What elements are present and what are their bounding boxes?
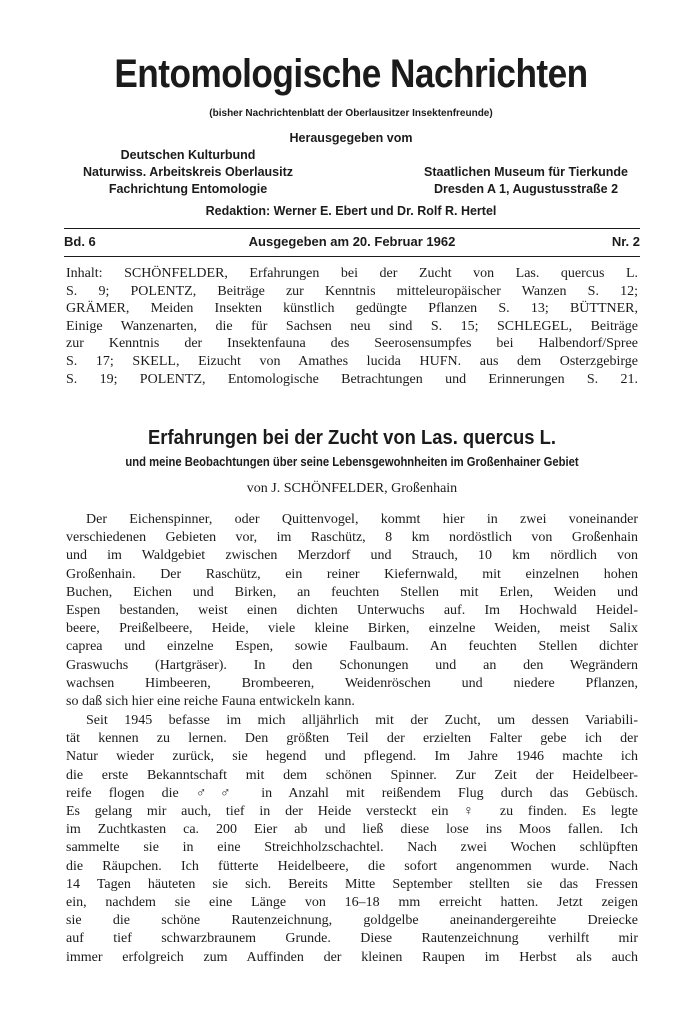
editors-line: Redaktion: Werner E. Ebert und Dr. Rolf R. Hertel <box>205 204 497 218</box>
article-paragraph-1 <box>66 511 638 711</box>
text-line: 14 Tagen häuteten sie sich. Bereits Mitte September stellten sie das Fressen <box>66 876 638 892</box>
text-line: Es gelang mir auch, tief in der Heide versteckt ein ♀ zu finden. Es legte <box>66 804 638 820</box>
text-line: immer erfolgreich zum Auffinden der kleinen Raupen im Herbst als auch <box>66 949 638 965</box>
text-line: auf tief schwarzbraunem Grunde. Diese Rautenzeichnung verhilft mir <box>66 931 638 947</box>
text-line: Natur wieder zurück, sie hegend und pflegend. Im Jahre 1946 machte ich <box>66 749 638 765</box>
text-line: Buchen, Eichen und Birken, an feuchten Stellen mit Erlen, Weiden und <box>66 584 638 600</box>
contents-line: Inhalt: SCHÖNFELDER, Erfahrungen bei der Zucht von Las. quercus L. <box>66 266 638 281</box>
contents-line: Einige Wanzenarten, die für Sachsen neu sind S. 15; SCHLEGEL, Beiträge <box>66 318 638 334</box>
contents-line: GRÄMER, Meiden Insekten künstlich gedüngte Pflanzen S. 13; BÜTTNER, <box>66 301 638 317</box>
publisher-heading: Herausgegeben vom <box>289 131 413 145</box>
text-line: und im Waldgebiet zwischen Merzdorf und Strauch, 10 km nördlich von <box>66 548 638 564</box>
table-of-contents <box>66 265 638 388</box>
text-line: so daß sich hier eine reiche Fauna entwickeln kann. <box>66 694 355 710</box>
text-line: Espen bestanden, weist einen dichten Unterwuchs auf. Im Hochwald Heidel- <box>66 603 638 619</box>
contents-line: zur Kenntnis der Insektenfauna des Seerosensumpfes bei Halbendorf/Spree <box>66 336 638 352</box>
contents-line: S. 17; SKELL, Eizucht von Amathes lucida HUFN. aus dem Osterzgebirge <box>66 353 638 369</box>
text-line: sie die schöne Rautenzeichnung, goldgelbe aneinandergereihte Dreiecke <box>66 913 638 929</box>
publisher-left-line: Deutschen Kulturbund <box>120 148 256 162</box>
text-line: ein, nachdem sie eine Länge von 16–18 mm erreicht hatten. Jetzt zeigen <box>66 895 638 911</box>
text-line: tät kennen zu lernen. Den größten Teil der erzielten Falter gebe ich der <box>66 731 638 747</box>
contents-line: S. 9; POLENTZ, Beiträge zur Kenntnis mitteleuropäischer Wanzen S. 12; <box>66 283 638 299</box>
publisher-right-line: Dresden A 1, Augustusstraße 2 <box>433 182 619 196</box>
issue-line <box>64 228 640 257</box>
issue-number: Nr. 2 <box>611 234 640 249</box>
text-line: verschiedenen Gebieten vor, im Raschütz, 8 km nordöstlich von Großenhain <box>66 530 638 546</box>
contents-line: S. 19; POLENTZ, Entomologische Betrachtungen und Erinnerungen S. 21. <box>66 371 638 387</box>
text-line: Der Eichenspinner, oder Quittenvogel, kommt hier in zwei voneinander <box>86 512 638 527</box>
publisher-left-line: Naturwiss. Arbeitskreis Oberlausitz <box>82 165 294 179</box>
text-line: Großenhain. Der Raschütz, ein reiner Kiefernwald, mit einzelnen hohen <box>66 566 638 582</box>
publisher-left-line: Fachrichtung Entomologie <box>108 182 268 196</box>
text-line: sammelte sie in eine Streichholzschachtel. Nach zwei Wochen schlüpften <box>66 840 638 856</box>
article-author: von J. SCHÖNFELDER, Großenhain <box>246 481 458 496</box>
journal-title: Entomologische Nachrichten <box>114 52 588 96</box>
text-line: Graswuchs (Hartgräser). In den Schonungen und an den Wegrändern <box>66 657 638 673</box>
article-subtitle: und meine Beobachtungen über seine Lebensgewohnheiten im Großenhainer Gebiet <box>125 455 579 469</box>
text-line: reife flogen die ♂♂ in Anzahl mit reißendem Flug durch das Gebüsch. <box>66 785 638 801</box>
text-line: Seit 1945 befasse im mich alljährlich mit der Zucht, um dessen Variabili- <box>86 713 638 728</box>
article-title: Erfahrungen bei der Zucht von Las. quercus L. <box>148 427 556 449</box>
text-line: die erste Bekanntschaft mit dem schönen Spinner. Zur Zeit der Heidelbeer- <box>66 767 638 783</box>
text-line: die Räupchen. Ich fütterte Heidelbeere, die sofort angenommen wurde. Nach <box>66 858 638 874</box>
text-line: wachsen Himbeeren, Brombeeren, Weidenröschen und niedere Pflanzen, <box>66 675 638 691</box>
journal-subtitle: (bisher Nachrichtenblatt der Oberlausitzer Insektenfreunde) <box>209 108 493 119</box>
article-paragraph-2 <box>66 712 638 967</box>
text-line: beere, Preißelbeere, Heide, viele kleine Birken, einzelne Weiden, meist Salix <box>66 621 638 637</box>
publisher-right-line: Staatlichen Museum für Tierkunde <box>424 165 628 179</box>
text-line: caprea und einzelne Espen, sowie Faulbaum. An feuchten Stellen dichter <box>66 639 638 655</box>
text-line: im Zuchtkasten ca. 200 Eier ab und ließ diese lose ins Moos fallen. Ich <box>66 822 638 838</box>
issue-volume: Bd. 6 <box>64 234 96 249</box>
issue-date: Ausgegeben am 20. Februar 1962 <box>248 234 456 249</box>
